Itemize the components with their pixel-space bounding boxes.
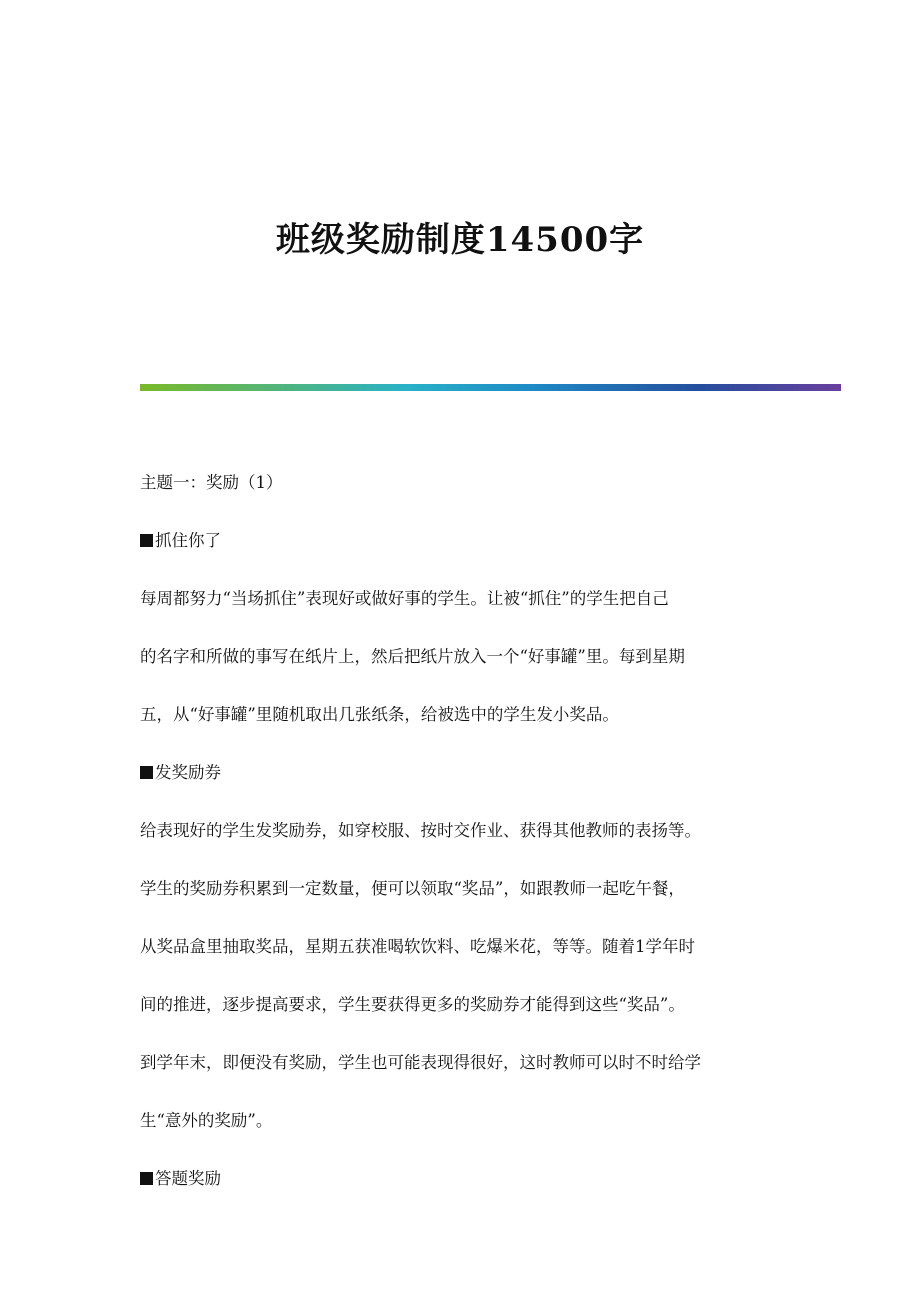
section-heading bbox=[140, 1164, 780, 1193]
document-title: 班级奖励制度14500字 bbox=[275, 220, 645, 260]
section-heading-text: 答题奖励 bbox=[155, 1169, 221, 1188]
paragraph-line: 学生的奖励券积累到一定数量，便可以领取“奖品”，如跟教师一起吃午餐， bbox=[140, 879, 685, 898]
paragraph-line: 到学年末，即便没有奖励，学生也可能表现得很好，这时教师可以时不时给学 bbox=[140, 1053, 701, 1072]
section-heading-text: 发奖励券 bbox=[155, 763, 221, 782]
section-heading bbox=[140, 526, 780, 555]
paragraph-line: 的名字和所做的事写在纸片上，然后把纸片放入一个“好事罐”里。每到星期 bbox=[140, 647, 685, 666]
paragraph-line: 从奖品盒里抽取奖品，星期五获准喝软饮料、吃爆米花，等等。随着1学年时 bbox=[140, 937, 695, 956]
paragraph-line: 五，从“好事罐”里随机取出几张纸条，给被选中的学生发小奖品。 bbox=[140, 705, 619, 724]
topic-heading: 主题一：奖励（1） bbox=[140, 473, 283, 492]
paragraph-line: 生“意外的奖励”。 bbox=[140, 1111, 273, 1130]
paragraph-line: 给表现好的学生发奖励券，如穿校服、按时交作业、获得其他教师的表扬等。 bbox=[140, 821, 701, 840]
section-heading-text: 抓住你了 bbox=[155, 531, 221, 550]
section-heading bbox=[140, 758, 780, 787]
square-bullet-icon bbox=[140, 1172, 153, 1185]
paragraph-line: 间的推进，逐步提高要求，学生要获得更多的奖励券才能得到这些“奖品”。 bbox=[140, 995, 685, 1014]
document-body bbox=[140, 468, 780, 1193]
title-divider-rule bbox=[140, 384, 841, 391]
paragraph-line: 每周都努力“当场抓住”表现好或做好事的学生。让被“抓住”的学生把自己 bbox=[140, 589, 669, 608]
square-bullet-icon bbox=[140, 766, 153, 779]
square-bullet-icon bbox=[140, 534, 153, 547]
